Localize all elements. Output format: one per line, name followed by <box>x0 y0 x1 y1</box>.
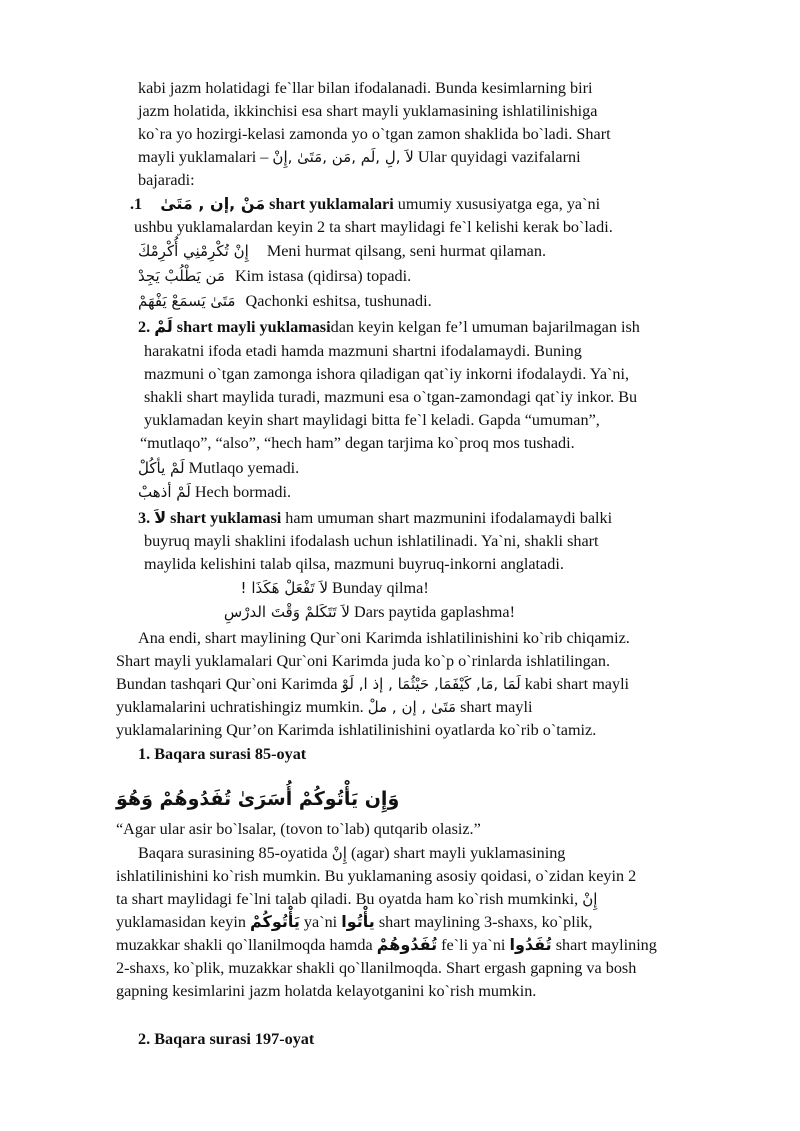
item-title: shart yuklamasi <box>166 509 282 527</box>
text-run: (agar) shart mayli yuklamasining <box>346 844 566 862</box>
arabic-word: تُفَدُوهُمْ <box>376 935 438 954</box>
text-line <box>116 888 597 910</box>
text-line: harakatni ifoda etadi hamda mazmuni shartni ifodalamaydi. Buning <box>144 342 582 360</box>
text-run: ta shart maylidagi fe`lni talab qiladi. Bu oyatda ham ko`rish mumkinki, <box>116 890 583 908</box>
item-number: 2. <box>138 318 155 336</box>
text-line: yuklamadan keyin shart maylidagi bitta fe`l keladi. Gapda “umuman”, <box>144 411 600 429</box>
example-translation: Mutlaqo yemadi. <box>188 459 300 477</box>
text-run: muzakkar shakli qo`llanilmoqda hamda <box>116 936 377 954</box>
arabic-particle: لَمْ <box>154 317 173 336</box>
arabic-word: تُفَدُوا <box>509 935 552 954</box>
text-run: Baqara surasining 85-oyatida <box>138 844 332 862</box>
arabic-example: إِنْ تُكْرِمْنِي أُكْرِمْكَ <box>138 242 249 260</box>
text-run: shart maylining <box>551 936 657 954</box>
text-line: Shart mayli yuklamalari Qur`oni Karimda juda ko`p o`rinlarda ishlatilingan. <box>116 652 611 670</box>
text-run: shart mayli <box>456 698 533 716</box>
arabic-example: لاَ تَتَكَلمْ وَقْتَ الدرْسِ <box>223 603 350 621</box>
text-line: ko`ra yo hozirgi-kelasi zamonda yo o`tgan zamon shaklida bo`ladi. Shart <box>138 125 611 143</box>
example-line <box>138 601 515 623</box>
text-line: ishlatilinishini ko`rish mumkin. Bu yuklamaning asosiy qoidasi, o`zidan keyin 2 <box>116 867 637 885</box>
arabic-example: لاَ تَفْعَلْ هَكَذَا ! <box>240 579 328 597</box>
text-run: ya`ni <box>299 913 342 931</box>
example-translation: Qachonki eshitsa, tushunadi. <box>245 292 432 310</box>
text-run: shart maylining 3-shaxs, ko`plik, <box>374 913 593 931</box>
text-line: buyruq mayli shaklini ifodalash uchun ishlatilinadi. Ya`ni, shakli shart <box>144 532 599 550</box>
text-line: Ana endi, shart maylining Qur`oni Karimda ishlatilinishini ko`rib chiqamiz. <box>138 629 630 647</box>
arabic-particles: مَتَىٰ , إن , ملْ <box>367 698 457 716</box>
example-line <box>138 265 411 287</box>
arabic-example: مَتَىٰ يَسمَعْ يَفْهَمْ <box>138 292 236 310</box>
section-heading: 2. Baqara surasi 197-oyat <box>138 1030 315 1048</box>
arabic-particles: لاَ ,لِ ,لَم ,مَن ,مَتَىٰ ,إِنْ <box>272 148 414 166</box>
list-item-3 <box>138 507 612 529</box>
example-translation: Kim istasa (qidirsa) topadi. <box>234 267 412 285</box>
text-run: yuklamalarini uchratishingiz mumkin. <box>116 698 368 716</box>
arabic-particle: إِنْ <box>582 890 598 908</box>
text-line: yuklamalarining Qur’on Karimda ishlatilinishini oyatlarda ko`rib o`tamiz. <box>116 721 597 739</box>
quran-verse: وَإِن يَأْتُوكُمْ أُسَرَىٰ تُفَدُوهُمْ وَهُوَ <box>116 788 400 810</box>
example-line <box>138 290 432 312</box>
arabic-example: لَمْ أذهبْ <box>138 483 191 501</box>
list-item-1 <box>130 193 600 215</box>
arabic-particle: إِنْ <box>331 844 347 862</box>
text-line: mazmuni o`tgan zamonga ishora qiladigan qat`iy inkorni ifodalaydi. Ya`ni, <box>144 365 630 383</box>
text-run: kabi shart mayli <box>520 675 630 693</box>
text-line <box>116 934 657 956</box>
arabic-particles: مَنْ ,إن , مَتَىٰ <box>160 194 266 213</box>
text-line <box>138 842 565 864</box>
text-run: mayli yuklamalari – <box>138 148 273 166</box>
text-line: gapning kesimlarini jazm holatda kelayotganini ko`rish mumkin. <box>116 982 537 1000</box>
example-translation: Meni hurmat qilsang, seni hurmat qilaman. <box>266 242 547 260</box>
text-line <box>116 911 592 933</box>
arabic-particles: لَمَا ,مَا, كَيْفَمَا, حَيْثُمَا , إذ ا, لَوْ <box>341 675 521 693</box>
text-run: yuklamasidan keyin <box>116 913 250 931</box>
item-number: .1 <box>130 195 143 213</box>
example-translation: Dars paytida gaplashma! <box>354 603 515 621</box>
list-item-2 <box>138 316 640 338</box>
arabic-word: يَأْتُوكُمْ <box>249 912 300 931</box>
example-line <box>138 457 299 479</box>
arabic-example: مَن يَطْلُبْ يَجِدْ <box>138 267 225 285</box>
text-line: kabi jazm holatidagi fe`llar bilan ifodalanadi. Bunda kesimlarning biri <box>138 79 593 97</box>
text-run: dan keyin kelgan fe’l umuman bajarilmagan ish <box>330 318 640 336</box>
text-run: Bundan tashqari Qur`oni Karimda <box>116 675 342 693</box>
text-line: “mutlaqo”, “also”, “hech ham” degan tarjima ko`proq mos tushadi. <box>140 434 575 452</box>
text-run: fe`li ya`ni <box>437 936 510 954</box>
text-line <box>116 673 629 695</box>
text-line: shakli shart maylida turadi, mazmuni esa o`tgan-zamondagi qat`iy inkor. Bu <box>144 388 638 406</box>
text-line: ushbu yuklamalardan keyin 2 ta shart maylidagi fe`l kelishi kerak bo`ladi. <box>134 218 613 236</box>
text-line: jazm holatida, ikkinchisi esa shart mayli yuklamasining ishlatilinishiga <box>138 102 598 120</box>
verse-translation: “Agar ular asir bo`lsalar, (tovon to`lab) qutqarib olasiz.” <box>116 820 481 838</box>
text-run: Ular quyidagi vazifalarni <box>413 148 581 166</box>
text-line <box>138 146 581 168</box>
text-line: 2-shaxs, ko`plik, muzakkar shakli qo`llanilmoqda. Shart ergash gapning va bosh <box>116 959 637 977</box>
item-title: shart yuklamalari <box>265 195 394 213</box>
example-translation: Hech bormadi. <box>194 483 292 501</box>
text-line <box>116 696 532 718</box>
text-run: ham umuman shart mazmunini ifodalamaydi balki <box>281 509 613 527</box>
arabic-example: لَمْ يأكُلْ <box>138 459 185 477</box>
text-line: bajaradi: <box>138 171 195 189</box>
example-translation: Bunday qilma! <box>332 579 429 597</box>
text-line: maylida kelishini talab qilsa, mazmuni buyruq-inkorni anglatadi. <box>144 555 564 573</box>
text-run: umumiy xususiyatga ega, ya`ni <box>393 195 601 213</box>
arabic-word: يأْتُوا <box>341 912 375 931</box>
example-line <box>138 577 429 599</box>
section-heading: 1. Baqara surasi 85-oyat <box>138 745 307 763</box>
example-line <box>138 481 291 503</box>
arabic-particle: لاَ <box>154 508 167 527</box>
example-line <box>138 240 546 262</box>
item-number: 3. <box>138 509 155 527</box>
item-title: shart mayli yuklamasi <box>172 318 331 336</box>
